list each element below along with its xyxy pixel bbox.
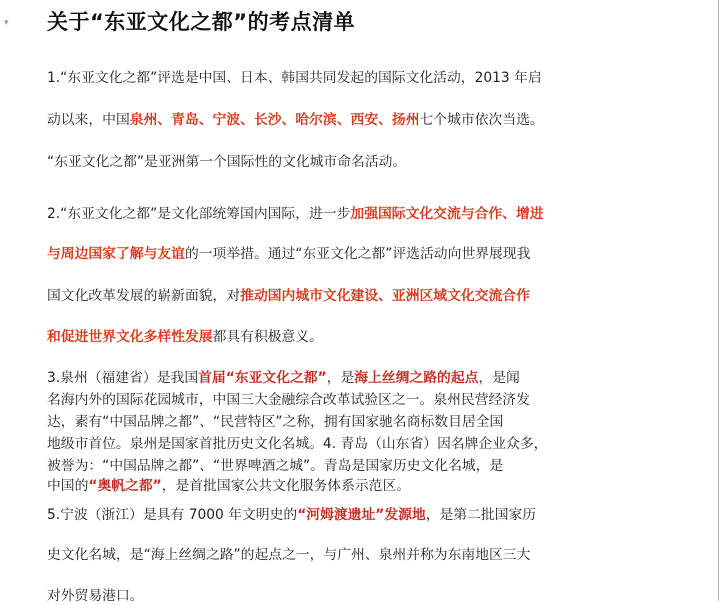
text-line bbox=[47, 202, 544, 222]
text-span: 国文化改革发展的崭新面貌，对 bbox=[47, 288, 241, 304]
text-span: 中国的 bbox=[47, 478, 89, 494]
text-line bbox=[47, 543, 530, 563]
text-line bbox=[47, 503, 536, 523]
text-line bbox=[47, 242, 530, 262]
text-line bbox=[47, 474, 410, 494]
text-span: 对外贸易港口。 bbox=[47, 588, 144, 604]
text-span: 被誉为：“中国品牌之都”、“世界啤酒之城”。青岛是国家历史文化名城，是 bbox=[47, 458, 504, 474]
page-edge-divider bbox=[718, 0, 719, 601]
text-span: ，是第二批国家历 bbox=[425, 507, 537, 523]
text-span: ，是闻 bbox=[478, 370, 520, 386]
text-span: 名海内外的国际花园城市，中国三大金融综合改革试验区之一。泉州民营经济发 bbox=[47, 392, 530, 408]
text-span: 地级市首位。泉州是国家首批历史文化名城。4. 青岛（山东省）因名牌企业众多， bbox=[47, 436, 548, 452]
page-title: 关于“东亚文化之都”的考点清单 bbox=[47, 10, 356, 34]
text-line bbox=[47, 584, 144, 604]
text-span: 2.“东亚文化之都”是文化部统筹国内国际，进一步 bbox=[47, 206, 351, 222]
highlighted-text: 泉州、青岛、宁波、长沙、哈尔滨、西安、扬州 bbox=[129, 112, 420, 128]
highlighted-text: “河姆渡遗址”发源地 bbox=[297, 507, 426, 523]
text-line bbox=[47, 454, 503, 474]
highlighted-text: 和促进世界文化多样性发展 bbox=[47, 329, 213, 345]
text-line bbox=[47, 108, 544, 128]
text-line bbox=[47, 66, 542, 86]
text-span: ，是 bbox=[326, 370, 355, 386]
text-line bbox=[47, 388, 530, 408]
text-span: 5.宁波（浙江）是具有 7000 年文明史的 bbox=[47, 507, 298, 523]
text-line bbox=[47, 284, 530, 304]
text-span: 达，素有“中国品牌之都”、“民营特区”之称，拥有国家驰名商标数目居全国 bbox=[47, 414, 504, 430]
text-span: 七个城市依次当选。 bbox=[419, 112, 544, 128]
text-span: 动以来，中国 bbox=[47, 112, 130, 128]
text-line bbox=[47, 432, 547, 452]
text-span: “东亚文化之都”是亚洲第一个国际性的文化城市命名活动。 bbox=[47, 154, 407, 170]
collapse-marker-icon: ▾ bbox=[4, 18, 9, 28]
highlighted-text: 加强国际文化交流与合作、增进 bbox=[350, 206, 544, 222]
highlighted-text: “奥帆之都” bbox=[88, 478, 162, 494]
text-line bbox=[47, 410, 503, 430]
highlighted-text: 与周边国家了解与友谊 bbox=[47, 246, 185, 262]
text-span: 史文化名城，是“海上丝绸之路”的起点之一，与广州、泉州并称为东南地区三大 bbox=[47, 547, 531, 563]
text-span: 1.“东亚文化之都”评选是中国、日本、韩国共同发起的国际文化活动，2013 年启 bbox=[47, 70, 542, 86]
highlighted-text: 海上丝绸之路的起点 bbox=[354, 370, 479, 386]
highlighted-text: 推动国内城市文化建设、亚洲区域文化交流合作 bbox=[240, 288, 530, 304]
text-line bbox=[47, 150, 406, 170]
text-span: 的一项举措。通过“东亚文化之都”评选活动向世界展现我 bbox=[184, 246, 531, 262]
text-span: ，是首批国家公共文化服务体系示范区。 bbox=[161, 478, 411, 494]
highlighted-text: 首届“东亚文化之都” bbox=[198, 370, 327, 386]
text-span: 都具有积极意义。 bbox=[212, 329, 323, 345]
text-line bbox=[47, 366, 520, 386]
text-span: 3.泉州（福建省）是我国 bbox=[47, 370, 199, 386]
text-line bbox=[47, 325, 323, 345]
